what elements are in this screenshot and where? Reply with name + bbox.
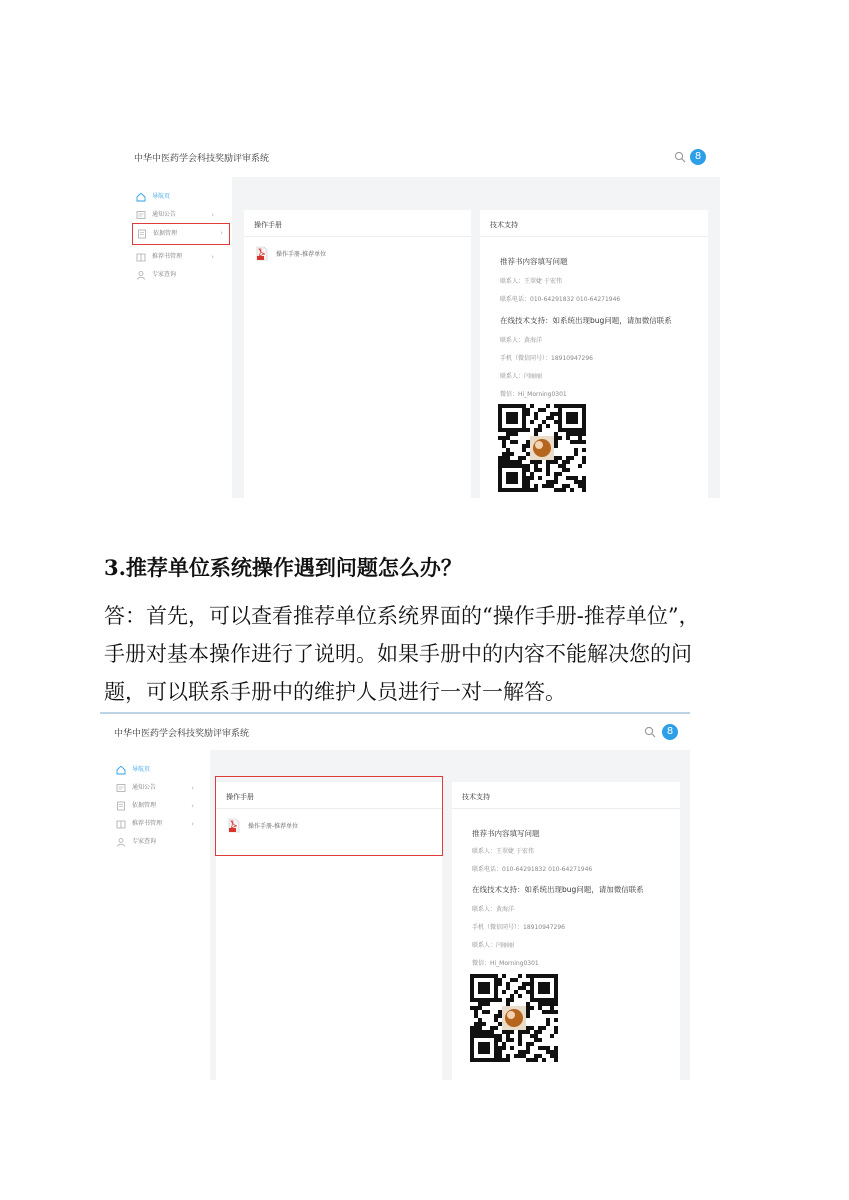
book-icon — [136, 252, 146, 262]
support-mobile: 手机（微信同号）：18910947296 — [500, 355, 593, 362]
answer-line-3: 题，可以联系手册中的维护人员进行一对一解答。 — [104, 680, 566, 704]
support-wechat: 微信：Hi_Morning0301 — [500, 391, 567, 398]
top-bar — [120, 135, 720, 177]
home-icon — [136, 192, 146, 202]
divider — [244, 236, 471, 237]
sidebar-item-notice[interactable] — [126, 207, 226, 223]
sidebar-item-expert[interactable] — [126, 267, 226, 283]
sidebar-item-label: 专家查询 — [132, 838, 157, 845]
wechat-qr-code — [498, 404, 586, 492]
support-contact-2: 联系人：黄海洋 — [472, 906, 515, 913]
doc-icon — [137, 229, 147, 239]
book-icon — [116, 819, 126, 829]
system-title: 中华中医药学会科技奖励评审系统 — [134, 154, 270, 164]
chevron-right-icon: › — [211, 211, 214, 219]
sidebar-item-recommend[interactable] — [106, 816, 206, 832]
support-heading-online: 在线技术支持：如系统出现bug问题，请加微信联系 — [472, 885, 644, 894]
support-card — [452, 782, 680, 1080]
wechat-qr-code — [470, 974, 558, 1062]
notice-icon — [116, 783, 126, 793]
support-heading-content: 推荐书内容填写问题 — [472, 829, 540, 838]
support-mobile: 手机（微信同号）：18910947296 — [472, 924, 565, 931]
divider — [452, 808, 680, 809]
chevron-right-icon: › — [211, 253, 214, 261]
sidebar-item-label: 推荐书管理 — [152, 253, 183, 260]
support-heading-content: 推荐书内容填写问题 — [500, 257, 568, 266]
answer-line-1: 答：首先，可以查看推荐单位系统界面的“操作手册-推荐单位”， — [104, 604, 700, 628]
avatar[interactable]: 8 — [690, 149, 706, 165]
system-title: 中华中医药学会科技奖励评审系统 — [114, 729, 250, 739]
sidebar-item-notice[interactable] — [106, 780, 206, 796]
sidebar-item-recommend[interactable] — [126, 249, 226, 265]
support-heading-online: 在线技术支持：如系统出现bug问题，请加微信联系 — [500, 316, 672, 325]
avatar[interactable]: 8 — [662, 724, 678, 740]
sidebar-item-label: 依据管理 — [153, 230, 178, 237]
sidebar-item-label: 推荐书管理 — [132, 820, 163, 827]
sidebar-item-basis[interactable] — [132, 223, 230, 245]
sidebar-item-home[interactable] — [126, 189, 226, 205]
manual-card-title: 操作手册 — [254, 221, 282, 229]
answer-line-2: 手册对基本操作进行了说明。如果手册中的内容不能解决您的问 — [104, 642, 692, 666]
screenshot-2 — [100, 712, 690, 1080]
user-icon — [116, 837, 126, 847]
chevron-right-icon: › — [191, 820, 194, 828]
sidebar-item-label: 通知公告 — [152, 211, 177, 218]
sidebar-item-label: 依据管理 — [132, 802, 157, 809]
section-heading: 3.推荐单位系统操作遇到问题怎么办？ — [104, 555, 462, 580]
search-icon[interactable] — [644, 726, 656, 738]
sidebar-item-label: 通知公告 — [132, 784, 157, 791]
home-icon — [116, 765, 126, 775]
manual-card-title: 操作手册 — [226, 793, 254, 801]
sidebar-item-home[interactable] — [106, 762, 206, 778]
support-card-title: 技术支持 — [490, 221, 518, 229]
notice-icon — [136, 210, 146, 220]
sidebar — [120, 177, 233, 498]
support-contact-2: 联系人：黄海洋 — [500, 337, 543, 344]
top-bar — [100, 712, 690, 752]
highlight-box — [215, 776, 443, 856]
user-icon — [136, 270, 146, 280]
search-icon[interactable] — [674, 151, 686, 163]
support-contact-1: 联系人：王翠婕 于宏伟 — [500, 278, 562, 285]
support-contact-3: 联系人：闫丽丽 — [500, 373, 543, 380]
chevron-right-icon: › — [191, 784, 194, 792]
chevron-right-icon: › — [191, 802, 194, 810]
support-contact-1: 联系人：王翠婕 于宏伟 — [472, 848, 534, 855]
divider — [480, 236, 708, 237]
support-phone-1: 联系电话：010-64291832 010-64271946 — [500, 296, 621, 303]
support-wechat: 微信：Hi_Morning0301 — [472, 960, 539, 967]
sidebar-item-label: 导航页 — [132, 766, 151, 773]
support-phone-1: 联系电话：010-64291832 010-64271946 — [472, 866, 593, 873]
manual-card — [244, 210, 471, 498]
chevron-right-icon: › — [220, 229, 223, 237]
doc-icon — [116, 801, 126, 811]
manual-file-label[interactable]: 操作手册-推荐单位 — [248, 823, 299, 830]
sidebar-item-label: 专家查询 — [152, 271, 177, 278]
pdf-icon — [256, 246, 268, 261]
sidebar-item-basis[interactable] — [106, 798, 206, 814]
sidebar-item-expert[interactable] — [106, 834, 206, 850]
support-card-title: 技术支持 — [462, 793, 490, 801]
sidebar-item-label: 导航页 — [152, 193, 171, 200]
support-card — [480, 210, 708, 498]
manual-file-label[interactable]: 操作手册-推荐单位 — [276, 251, 327, 258]
screenshot-1 — [120, 135, 720, 498]
support-contact-3: 联系人：闫丽丽 — [472, 942, 515, 949]
sidebar — [100, 750, 211, 1080]
